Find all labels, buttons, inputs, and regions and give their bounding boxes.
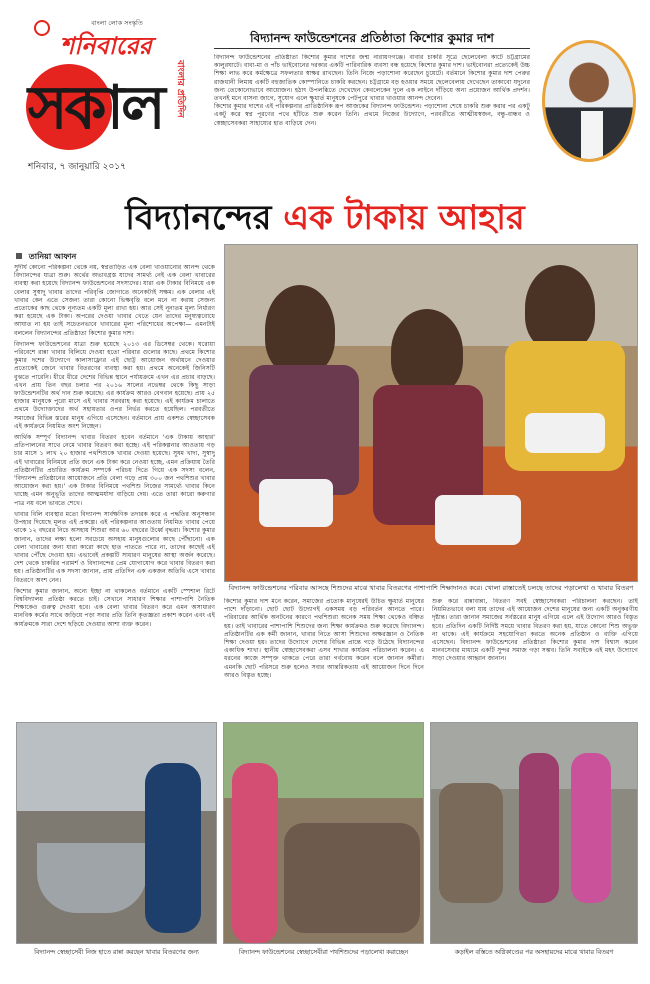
photo-teaching: [223, 722, 424, 944]
photo-teaching-caption: বিদ্যানন্দ ফাউন্ডেশনের স্বেচ্ছাসেবীরা পথশিশুদের পড়ালেখা করাচ্ছেন: [238, 949, 409, 956]
byline-square-icon: [16, 253, 22, 259]
photo-distribution: [430, 722, 638, 944]
profile-rule: [214, 48, 530, 49]
article-paragraph: আর্থিক সম্পূর্ণ বিদ্যানন্দ খাবার বিতরণ হবেন বর্তমানে 'এক টাকায় আহার' প্রতিপালনের সাথে নেমে খাবার বিতরণ করা হচ্ছে। এই পরিকল্পনার আওতায় গড় চার মাসে ১ লাখ ২০ হাজার পথশিশুকে খাবার দেওয়া হয়েছে। সুষম খাদ্য, সুস্বাদু এই খাবারের বিনিময়ে প্রতি জনে এক টাকা করে নেওয়া হচ্ছে, এমন প্রক্রিয়ায় তৈরি প্রতিষ্ঠানটির প্রচারিত কার্যক্রম সম্পর্কে পরিচয় দিতে গিয়ে এক সদস্য বলেন, 'বিদ্যানন্দ প্রতিষ্ঠানের আয়োজনে প্রতি বেলা গড়ে প্রায় ৩০০ জন পথশিশুর খাবার আয়োজন করা হয়।' এক টাকার বিনিময়ে পথশিশু নিজের সামর্থ্যে খাবার কিনে খাচ্ছে এমন অনুভূতি তাদের আত্মমর্যাদা বাড়িয়ে দেয়। এতে তারা কারো করুণার পাত্র নয় বলে ভাবতে শেখে।: [14, 434, 215, 507]
article-paragraph: খাবার বিলি ব্যবস্থার মতো বিদ্যানন্দ সার্বক্ষণিক তদারক করে এ পদ্ধতির অনুসন্ধান উপহার দিয়েছে মূলত এই প্রকল্পে। এই পরিকল্পনার আওতায় নিয়মিত খাবার পেয়ে থাকে ১২ বছরের নিচে অসহায় শিশুরা আর ৬০ বছরের উর্ধ্বে বৃদ্ধরা। কিশোর কুমার জানান, তাদের লক্ষ্য হলো সবচেয়ে অসহায় মানুষগুলোর কাছে পৌঁছানো। এক বেলা খাবারের জন্য যারা কারো কাছে হাত পাততে পারে না, তাদের কাছেই এই খাবার পৌঁছে দেওয়া হয়। এভাবেই প্রকল্পটি সাধারণ মানুষের আস্থা অর্জন করেছে। দেশ থেকে চাকরির পরামর্শ ও বিদ্যানন্দের প্রেম যোগাযোগ করে খাবার বিতরণ করা হয়। প্রতিষ্ঠানটির এক সদস্য জানান, প্রায় প্রতিদিন এক একজন অতিথি এসে খাবার বিতরণে অংশ নেন।: [14, 510, 215, 584]
profile-paragraph: কিশোর কুমার দাশের এই পরিকল্পনার প্রাতিষ্ঠানিক রূপ আজকের বিদ্যানন্দ ফাউন্ডেশন। পড়াশোনা শেষে চাকরি শুরু করার পর একটু একটু করে স্বপ্ন পূরণের পথে হাঁটতে শুরু করেন তিনি। প্রথমে নিজের উদ্যোগে, পরবর্তীতে আত্মীয়স্বজন, বন্ধু-বান্ধব ও স্বেচ্ছাসেবকরা সাহায্যের হাত বাড়িয়ে দেন।: [214, 103, 530, 127]
cook-figure: [145, 763, 201, 933]
main-photo-caption: বিদ্যানন্দ ফাউন্ডেশনের পরিবার আসছে শিশুদের মাঝে খাবার বিতরণের পাশাপাশি শিক্ষাদানও করে। খোলা রাস্তাতেই চলছে তাদের পড়ালেখা ও খাবার বিতরণ: [228, 584, 634, 592]
teacher-figure: [232, 763, 278, 943]
headline-part2: এক টাকায় আহার: [283, 198, 525, 238]
food-box-left: [259, 479, 333, 527]
food-box-center: [435, 495, 521, 545]
article-column-2: কিশোর কুমার দাশ মনে করেন, সমাজের প্রত্যেক মানুষেরই উচিত ক্ষুধার্ত মানুষের পাশে দাঁড়ানো। ছোট ছোট উদ্যোগই একসময় বড় পরিবর্তন আনতে পারে। পরিবারের আর্থিক অনটনের কারণে পথশিশুরা অনেক সময় শিক্ষা থেকেও বঞ্চিত হয়। তাই খাবারের পাশাপাশি শিশুদের জন্য শিক্ষা কার্যক্রমও শুরু করেছে বিদ্যানন্দ। প্রতিষ্ঠানটির এক কর্মী জানান, খাবার নিতে আসা শিশুদের অক্ষরজ্ঞান ও নৈতিক শিক্ষা দেওয়া হয়। তাদের উদ্যোগে দেশের বিভিন্ন প্রান্তে গড়ে উঠেছে বিদ্যানন্দের একাধিক শাখা। স্থানীয় স্বেচ্ছাসেবকরা এসব শাখার কার্যক্রম পরিচালনা করেন। এ ধরনের কাজে সম্পৃক্ত থাকতে পেরে তারা গর্ববোধ করেন বলে জানান কর্মীরা। এমনকি ছোট পরিসরে শুরু হলেও সবার আন্তরিকতায় এই আয়োজন দিনে দিনে আরও বিস্তৃত হচ্ছে।: [224, 598, 424, 679]
masthead-line2: সকাল: [28, 73, 163, 143]
founder-portrait: [542, 40, 636, 162]
masthead-publisher: বাংলার প্রতিদিন: [175, 60, 185, 118]
children-group: [284, 823, 420, 933]
food-box-right: [525, 413, 605, 453]
article-paragraph: বিদ্যানন্দ ফাউন্ডেশনের যাত্রা শুরু হয়েছে ২০১৩ এর ডিসেম্বর থেকে। ঘরোয়া পরিবেশে রান্না খাবার বিলিয়ে দেওয়া হতো পরিবার গুলোর কাছে। প্রথমে কিশোর কুমার দশের উদ্যোগে কালাসাফ্ল্যের এই ছোট্ট আয়োজন অর্থায়নে দেওয়ার প্রত্যেকেই জেনে খাবার বিতরণের ব্যবস্থা করা হয়। প্রথমে অনেকেই জিনিসটি বুঝতে পারেনি। ধীরে ধীরে দেশের বিভিন্ন স্থানে পর্যায়ক্রমে এখন এর প্রচার বাড়ছে। এখন প্রায় তিন বছর চলার পর ২০১৬ সালের নভেম্বর থেকে কিছু সাড়া ফাউন্ডেশনটির অর্থ দান শুরু করেছে। এর কার্যক্রম আরও বেগবান হয়েছে। প্রায় ২৫ হাজার মানুষকে পুরো মাসে এই খাবার সরবরাহ করা হয়েছে। এই কার্যক্রম চালাতে প্রথমে উদ্যোক্তাদের অর্থ সহায়তার ওপর নির্ভর করতে হয়েছিল। পরবর্তীতে সমাজের বিভিন্ন স্তরের মানুষ এগিয়ে এসেছেন। বর্তমানে প্রায় একশত স্বেচ্ছাসেবক এই কার্যক্রমে নিয়মিত অংশ নিচ্ছেন।: [14, 340, 215, 430]
seated-man-figure: [439, 783, 503, 903]
woman-figure-right: [571, 753, 611, 903]
main-photo: [224, 244, 638, 582]
child-shirt-left: [249, 365, 359, 495]
profile-text: [214, 54, 530, 164]
byline-author: তানিয়া আফান: [28, 252, 77, 261]
headline-part1: বিদ্যানন্দের: [125, 198, 272, 238]
child-figure-right: [525, 265, 595, 351]
article-column-1: [14, 264, 215, 716]
cooking-pot: [37, 843, 147, 913]
child-figure-left: [265, 285, 335, 375]
masthead-tagline: বাংলা লোক সংস্কৃতি: [91, 19, 143, 27]
article-column-3: শুরু করে রান্নাবান্না, বিতরণ সবই স্বেচ্ছাসেবকরা পরিচালনা করছেন। তাই নিয়মিতভাবে বলা যায় তাদের এই আয়োজন দেশের মানুষের জন্য একটি অনুকরণীয় দৃষ্টান্ত। তারা জানান সমাজের সর্বস্তরের মানুষ এগিয়ে এলে এই উদ্যোগ আরও বিস্তৃত হবে। প্রতিদিন একটি নির্দিষ্ট সময়ে খাবার বিতরণ করা হয়, যাতে কোনো শিশু অভুক্ত না থাকে। এই কার্যক্রমে সহযোগিতা করতে অনেক প্রতিষ্ঠান ও ব্যক্তি এগিয়ে এসেছেন। বিদ্যানন্দ ফাউন্ডেশনের প্রতিষ্ঠাতা কিশোর কুমার দাশ বিশ্বাস করেন মানবসেবার মাধ্যমে একটি সুন্দর সমাজ গড়া সম্ভব। তিনি সবাইকে এই মহৎ উদ্যোগে সাড়া দেওয়ার আহ্বান জানান।: [432, 598, 638, 663]
masthead-date: শনিবার, ৭ জানুয়ারি ২০১৭: [28, 162, 127, 172]
founder-profile: [214, 30, 640, 165]
masthead: [14, 14, 214, 184]
profile-heading: বিদ্যানন্দ ফাউন্ডেশনের প্রতিষ্ঠাতা কিশোর কুমার দাশ: [250, 31, 494, 45]
child-figure-center: [391, 309, 463, 395]
byline: [16, 251, 76, 264]
masthead-emblem: [34, 20, 50, 36]
photo-cooking: [16, 722, 217, 944]
photo-distribution-caption: কড়াইল বস্তিতে অগ্নিকাণ্ডের পর অসহায়দের মাঝে খাবার বিতরণ: [454, 949, 614, 956]
masthead-line1: শনিবারের: [60, 32, 152, 60]
profile-paragraph: বিদ্যানন্দ ফাউন্ডেশনের প্রতিষ্ঠাতা কিশোর কুমার দাশের জন্ম নারায়ণগঞ্জে। বাবার চাকরি সূত্রে ছেলেবেলা কাটে চট্টগ্রামের কালুরঘাটে। বাবা-মা ও পাঁচ ভাইবোনের দরকার একটি পারিবারিক ব্যবসা বন্ধ হয়েছে কিশোর কুমার দাশ। ভাইবোনরা প্রত্যেকেই উচ্চ শিক্ষা লাভ করে কর্মক্ষেত্রে সফলতার স্বাক্ষর রাখছেন। তিনি নিজে পড়াশোনা করেছেন চুয়েটে। বর্তমানে কিশোর কুমার দাশ পেরুর রাজধানী লিমায় একটি বহুজাতিক কোম্পানিতে চাকরি করছেন। চট্টগ্রামে বড় হওয়ার সময়ে ছেলেবেলায় দেখেছেন তাকাবো যদুনের জন্য তেকোনোভাবে আয়োজন। হঠাৎ উপলব্ধিতে দেখেছেন কেবলেকেন দুলে এক লাইনে দাঁড়িয়ে অন্য প্রয়োজন আর্থিক প্রদর্শন। তখনই মনে বাসনা জাগে, সুযোগ এলে ক্ষুধার্ত মানুষকে পেটপুরে খাবার খাওয়ার আনন্দ দেবেন।: [214, 54, 530, 103]
headline: [0, 196, 650, 240]
article-paragraph: সুদীর্ঘ কোনো পরিকল্পনা থেকে নয়, স্বপ্নতাড়িত এক বেলা খাওয়ানোর আনন্দ থেকে বিদ্যানন্দের যাত্রা শুরু। অর্থের অভাবগ্রস্ত যাদের সামর্থ্য নেই এক বেলা খাবারের ব্যবস্থা করা হয়েছে বিদ্যানন্দ ফাউন্ডেশনের সদস্যদের। যারা এক টাকার বিনিময়ে এক বেলার সুস্বাদু খাবার তাদের পরিবৃপ্তি জোগাতে অনেকটাই সক্ষম। এক বেলার এই খাবার কেন এতে সেজন্য তারা কোনো ভিক্ষবৃত্তি বলে মনে না করায় সেজন্য প্রত্যেকের কাছ থেকে নূন্যতম একটি মূল্য রাখা হয়। আর সেই নূন্যতম মূল্য নির্ধারণ করা হয়েছে এক টাকা। অপরের দেওয়া খাবার খেতে যেন তাদের মনুষ্যত্ববোধে আঘাত না হয় তাই সচেতনভাবে খাবারের মূল্য পরিশোধের অপেক্ষা— এমনটাই বললেন বিদ্যানন্দের প্রতিষ্ঠাতা কিশোর কুমার দাশ।: [14, 264, 215, 337]
woman-figure-left: [519, 753, 559, 903]
photo-cooking-caption: বিদ্যানন্দ স্বেচ্ছাসেবী নিজ হাতে রান্না করছেন খাবার বিতরণের জন্য: [34, 949, 199, 956]
article-paragraph: কিশোর কুমার জানান, অন্যে ইচ্ছা না থাকলেও বর্তমানে একটি স্পেশাল রিটে বিশ্ববিদ্যালয় প্রতিষ্ঠা করতে চাই। সেখানে সাধারণ শিক্ষার পাশাপাশি নৈতিক শিক্ষাকেও গুরুত্ব দেওয়া হবে। এক বেলা খাবার বিতরণ করে এমন অসাধারণ মানবিক কর্মের সাথে জড়িয়ে পড়া সবার প্রতি তিনি কৃতজ্ঞতা প্রকাশ করেন এবং এই কার্যক্রমকে সারা দেশে ছড়িয়ে দেওয়ার আশা ব্যক্ত করেন।: [14, 587, 215, 628]
portrait-shirt-icon: [581, 111, 603, 162]
